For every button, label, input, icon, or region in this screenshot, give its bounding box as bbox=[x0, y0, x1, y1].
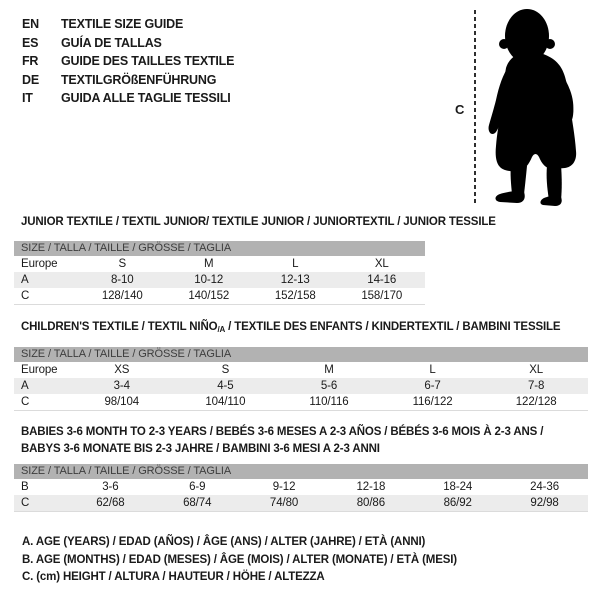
footnote-age-years: A. AGE (YEARS) / EDAD (AÑOS) / ÂGE (ANS) / ALTER (JAHRE) / ETÀ (ANNI) bbox=[22, 536, 426, 548]
table-header-bar: SIZE / TALLA / TAILLE / GRÖSSE / TAGLIA bbox=[14, 241, 425, 256]
table-cell: 80/86 bbox=[356, 497, 386, 509]
row-label: B bbox=[21, 481, 29, 493]
table-cell: 62/68 bbox=[96, 497, 125, 509]
table-header-bar: SIZE / TALLA / TAILLE / GRÖSSE / TAGLIA bbox=[14, 464, 588, 479]
table-cell: 92/98 bbox=[530, 497, 559, 509]
table-cell: S bbox=[221, 364, 230, 376]
table-cell: 8-10 bbox=[110, 274, 134, 286]
section-title bbox=[14, 424, 588, 458]
language-code: IT bbox=[22, 91, 33, 106]
title-text: CHILDREN'S TEXTILE / TEXTIL NIÑO bbox=[21, 321, 218, 333]
footnotes bbox=[22, 534, 457, 587]
table-cell: XS bbox=[114, 364, 130, 376]
table-cell: S bbox=[118, 258, 127, 270]
table-row bbox=[14, 288, 425, 304]
toddler-silhouette-icon bbox=[487, 6, 593, 206]
table-row bbox=[14, 495, 588, 511]
language-row bbox=[22, 71, 234, 90]
row-label: Europe bbox=[21, 258, 58, 270]
table-cell: XL bbox=[374, 258, 389, 270]
table-cell: 152/158 bbox=[274, 290, 316, 302]
section-title bbox=[14, 214, 496, 231]
table-cell: 12-18 bbox=[356, 481, 386, 493]
table-cell: 158/170 bbox=[361, 290, 403, 302]
table-cell: 7-8 bbox=[528, 380, 545, 392]
row-label: C bbox=[21, 396, 30, 408]
footnote-height: C. (cm) HEIGHT / ALTURA / HAUTEUR / HÖHE / ALTEZZA bbox=[22, 571, 325, 584]
size-table bbox=[14, 464, 588, 512]
size-section bbox=[14, 214, 496, 305]
row-label: C bbox=[21, 497, 30, 509]
table-row bbox=[14, 362, 588, 378]
table-row bbox=[14, 272, 425, 288]
section-title-line bbox=[21, 424, 588, 441]
table-cell: 86/92 bbox=[443, 497, 472, 509]
table-cell: 14-16 bbox=[367, 274, 397, 286]
table-cell: 110/116 bbox=[309, 396, 349, 408]
table-cell: 104/110 bbox=[205, 396, 246, 408]
height-measure-dashed-line bbox=[474, 10, 476, 206]
language-label: GUÍA DE TALLAS bbox=[61, 35, 162, 50]
language-label: GUIDA ALLE TAGLIE TESSILI bbox=[61, 91, 231, 106]
table-cell: 12-13 bbox=[280, 274, 310, 286]
table-cell: 68/74 bbox=[183, 497, 212, 509]
table-row bbox=[14, 394, 588, 410]
title-text: / TEXTILE DES ENFANTS / KINDERTEXTIL / BAMBINI TESSILE bbox=[225, 321, 561, 333]
section-title bbox=[14, 319, 588, 338]
size-table bbox=[14, 347, 588, 411]
table-cell: 98/104 bbox=[104, 396, 140, 408]
row-label: A bbox=[21, 274, 29, 286]
table-cell: 3-6 bbox=[102, 481, 119, 493]
table-row bbox=[14, 479, 588, 495]
section-title-line bbox=[21, 441, 588, 458]
table-cell: 6-7 bbox=[424, 380, 441, 392]
language-label: TEXTILGRÖßENFÜHRUNG bbox=[61, 72, 217, 87]
table-header-bar: SIZE / TALLA / TAILLE / GRÖSSE / TAGLIA bbox=[14, 347, 588, 362]
table-cell: 122/128 bbox=[515, 396, 557, 408]
table-cell: 9-12 bbox=[272, 481, 296, 493]
size-table bbox=[14, 241, 425, 305]
language-row bbox=[22, 34, 234, 53]
language-label: GUIDE DES TAILLES TEXTILE bbox=[61, 54, 235, 69]
table-cell: 6-9 bbox=[189, 481, 206, 493]
table-cell: XL bbox=[529, 364, 544, 376]
height-measure-label: C bbox=[455, 102, 465, 117]
row-label: Europe bbox=[21, 364, 58, 376]
table-cell: 74/80 bbox=[269, 497, 299, 509]
language-row bbox=[22, 15, 234, 34]
table-cell: 5-6 bbox=[320, 380, 338, 392]
size-section bbox=[14, 424, 588, 512]
language-row bbox=[22, 89, 234, 108]
table-rows bbox=[14, 479, 588, 511]
table-cell: 24-36 bbox=[530, 481, 560, 493]
title-text: JUNIOR TEXTILE / TEXTIL JUNIOR/ TEXTILE JUNIOR / JUNIORTEXTIL / JUNIOR TESSILE bbox=[21, 216, 496, 228]
table-cell: L bbox=[292, 258, 299, 270]
table-rows bbox=[14, 362, 588, 410]
row-label: A bbox=[21, 380, 29, 392]
table-cell: 4-5 bbox=[217, 380, 234, 392]
table-cell: 140/152 bbox=[188, 290, 230, 302]
language-code: FR bbox=[22, 54, 39, 69]
size-section bbox=[14, 319, 588, 411]
language-code: DE bbox=[22, 72, 39, 87]
section-title-line bbox=[21, 319, 588, 338]
language-code: ES bbox=[22, 35, 39, 50]
title-text: BABIES 3-6 MONTH TO 2-3 YEARS / BEBÉS 3-6 MESES A 2-3 AÑOS / BÉBÉS 3-6 MOIS À 2-3 ANS / bbox=[21, 426, 544, 438]
title-text: /A bbox=[217, 325, 226, 334]
row-label: C bbox=[21, 290, 30, 302]
table-cell: M bbox=[324, 364, 334, 376]
table-rows bbox=[14, 256, 425, 304]
language-row bbox=[22, 52, 234, 71]
language-code: EN bbox=[22, 17, 39, 31]
language-list bbox=[22, 15, 234, 108]
table-cell: M bbox=[204, 258, 214, 270]
table-row bbox=[14, 378, 588, 394]
title-text: BABYS 3-6 MONATE BIS 2-3 JAHRE / BAMBINI 3-6 MESI A 2-3 ANNI bbox=[21, 443, 380, 455]
table-cell: 116/122 bbox=[412, 396, 453, 408]
table-cell: L bbox=[429, 364, 436, 376]
table-cell: 10-12 bbox=[194, 274, 224, 286]
table-cell: 3-4 bbox=[113, 380, 130, 392]
footnote-age-months: B. AGE (MONTHS) / EDAD (MESES) / ÂGE (MOIS) / ALTER (MONATE) / ETÀ (MESI) bbox=[22, 553, 457, 566]
language-label: TEXTILE SIZE GUIDE bbox=[61, 17, 184, 31]
table-cell: 18-24 bbox=[443, 481, 473, 493]
table-cell: 128/140 bbox=[101, 290, 143, 302]
section-title-line bbox=[21, 214, 496, 231]
table-row bbox=[14, 256, 425, 272]
